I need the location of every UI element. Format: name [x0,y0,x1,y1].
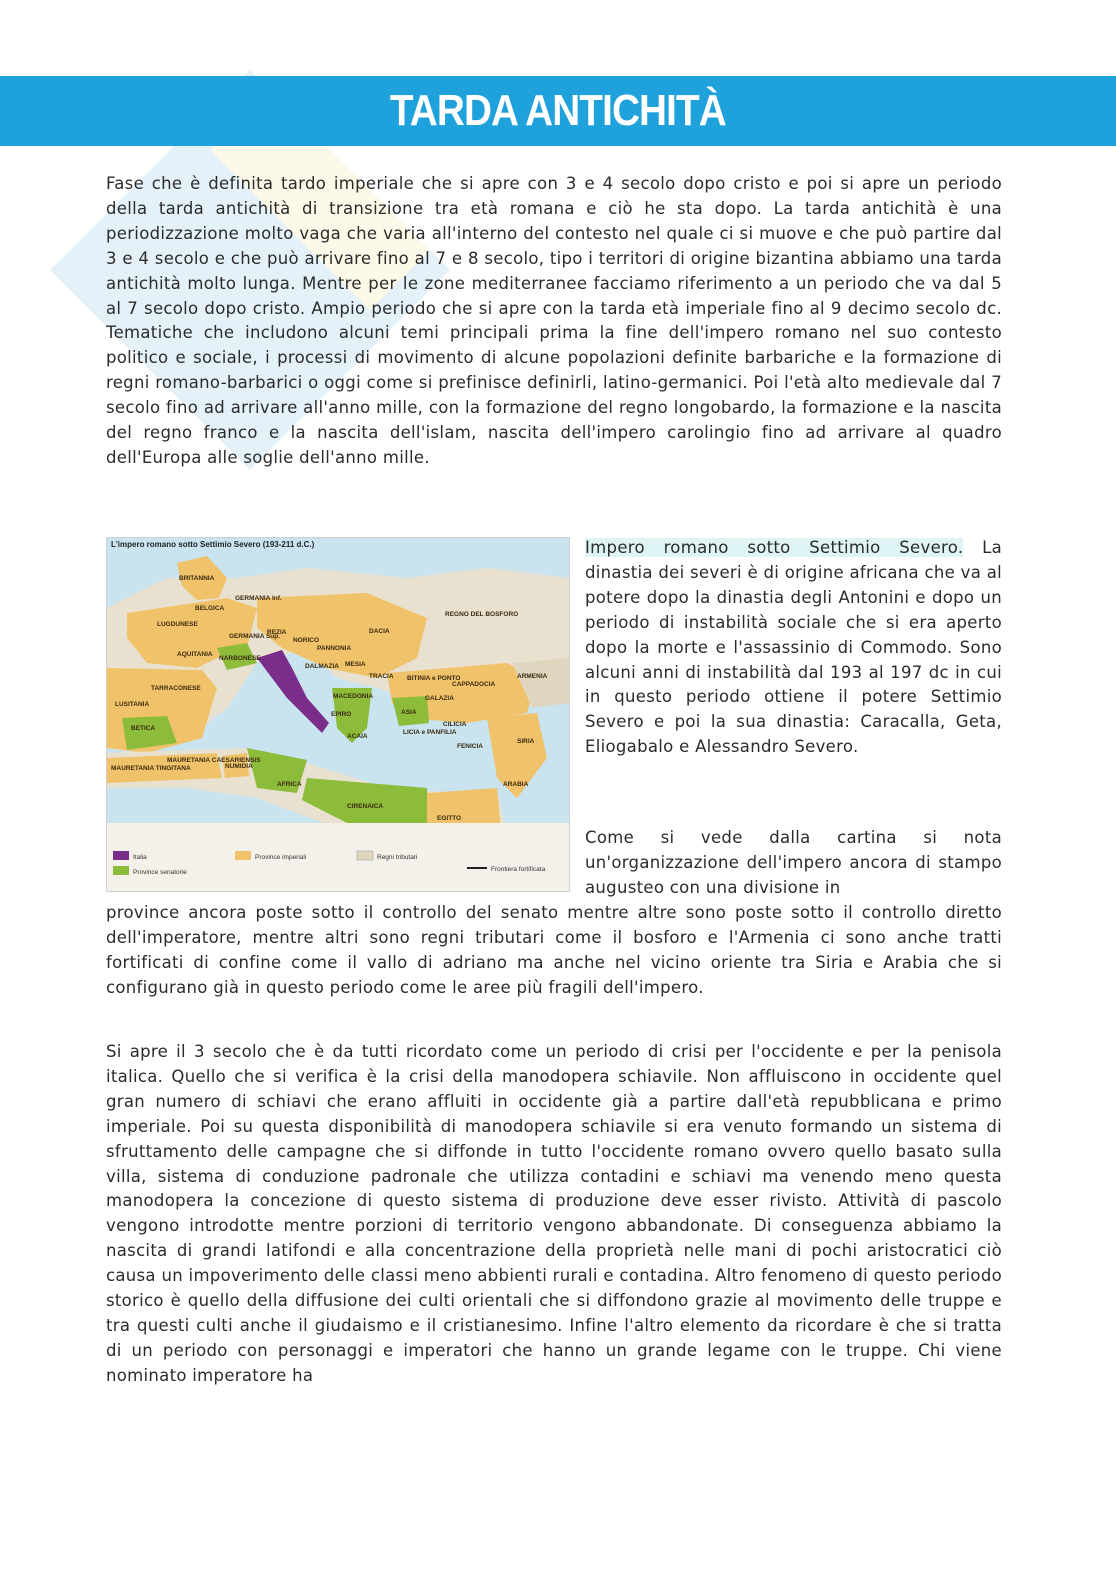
legend-italy-label: Italia [133,854,147,861]
map-label: PANNONIA [317,645,352,652]
highlighted-text: Impero romano sotto Settimio Severo. [585,538,964,557]
paragraph-intro-text: Fase che è definita tardo imperiale che si apre con 3 e 4 secolo dopo cristo e poi si apre un periodo della tarda antichità di transizione tra età romana e ciò he sta dopo. La tarda antichità è una periodizzazione molto vaga che varia all'interno del contesto nel quale ci si muove e che può partire dal 3 e 4 secolo e che può arrivare fino al 7 e 8 secolo, tipo i territori di origine bizantina abbiamo una tarda antichità molto lunga. Mentre per le zone mediterranee facciamo riferimento a un periodo che va dal 5 al 7 secolo dopo cristo. Ampio periodo che si apre con la tarda età imperiale fino al 9 decimo secolo dc. Tematiche che includono alcuni temi principali prima la fine dell'impero romano nel suo contesto politico e sociale, i processi di movimento di alcune popolazioni definite barbariche e la formazione di regni romano-barbarici o oggi come si prefinisce definirli, latino-germanici. Poi l'età alto medievale dal 7 secolo fino ad arrivare all'anno mille, con la formazione del regno longobardo, la formazione e la nascita del regno franco e la nascita dell'islam, nascita dell'impero carolingio fino ad arrivare al quadro dell'Europa alle soglie dell'anno mille. [106,174,1002,467]
map-label: BRITANNIA [179,575,215,582]
paragraph-crisi-text: Si apre il 3 secolo che è da tutti ricordato come un periodo di crisi per l'occidente e per la penisola italica. Quello che si verifica è la crisi della manodopera schiavile. Non affluiscono in occidente quel gran numero di schiavi che erano affluiti in occidente già a partire dall'età repubblicana e primo imperiale. Poi su questa disponibilità di manodopera schiavile si era venuto formando un sistema di sfruttamento delle campagne che si diffonde in tutto l'occidente romano ovvero quello basato sulla villa, sistema di conduzione padronale che utilizza contadini e schiavi ma venendo meno questa manodopera la concezione di questo sistema di produzione deve esser rivisto. Attività di pascolo vengono introdotte mentre porzioni di territorio vengono abbandonate. Di conseguenza abbiamo la nascita di grandi latifondi e alla concentrazione della proprietà nelle mani di pochi aristocratici ciò causa un impoverimento delle classi meno abbienti rurali e contadina. Altro fenomeno di questo periodo storico è quello della diffusione dei culti orientali che si diffondono grazie al movimento delle truppe e tra questi culti anche il giudaismo e il cristianesimo. Infine l'altro elemento da ricordare è che si tratta di un periodo con personaggi e imperatori che hanno un grande legame con le truppe. Chi viene nominato imperatore ha [106,1042,1002,1385]
map-label: TARRACONESE [151,685,201,692]
map-label: LUGDUNESE [157,621,198,628]
paragraph-cartina-start-text: Come si vede dalla cartina si nota un'organizzazione dell'impero ancora di stampo augusteo con una divisione in [585,828,1002,897]
map-label: ARABIA [503,781,529,788]
legend-senate-label: Province senatorie [133,869,187,876]
map-label: GALAZIA [425,695,454,702]
legend-italy-swatch [113,851,129,860]
title-banner [0,76,1116,146]
legend-tribute-swatch [357,851,373,860]
map-label: MESIA [345,661,366,668]
map-label: AFRICA [277,781,302,788]
map-label: NUMIDIA [225,763,253,770]
paragraph-severo [585,536,1002,760]
map-label: MAURETANIA TINGITANA [111,765,191,772]
map-label: CIRENAICA [347,803,384,810]
map-label: MAURETANIA CAESARIENSIS [167,757,261,764]
legend-imperial-label: Province imperiali [255,854,307,861]
map-label: BELGICA [195,605,225,612]
paragraph-cartina-start [585,826,1002,901]
map-label: LUSITANIA [115,701,150,708]
map-label: MACEDONIA [333,693,374,700]
paragraph-severo-text: La dinastia dei severi è di origine africana che va al potere dopo la dinastia degli Antonini e dopo un periodo di instabilità sociale che si era aperto dopo la morte e l'assassinio di Commodo. Sono alcuni anni di instabilità dal 193 al 197 dc in cui in questo periodo ottiene il potere Settimio Severo e poi la sua dinastia: Caracalla, Geta, Eliogabalo e Alessandro Severo. [585,538,1002,757]
paragraph-crisi [106,1040,1002,1389]
legend-imperial-swatch [235,851,251,860]
map-label: EGITTO [437,815,462,822]
map-label: LICIA e PANFILIA [403,729,457,736]
map-label: NARBONESE [219,655,261,662]
map-label: REZIA [267,629,287,636]
paragraph-cartina-cont [106,901,1002,1001]
map-label: BITINIA e PONTO [407,675,461,682]
map-label: REGNO DEL BOSFORO [445,611,519,618]
map-label: CAPPADOCIA [452,681,496,688]
map-label: AQUITANIA [177,651,213,658]
legend-frontier-label: Frontiera fortificata [491,866,546,873]
map-label: EPIRO [331,711,352,718]
map-label: TRACIA [369,673,394,680]
roman-empire-map [107,538,569,891]
page-title: TARDA ANTICHITÀ [390,86,726,135]
legend-panel [107,823,569,891]
map-label: ARMENIA [517,673,548,680]
map-label: ACAIA [347,733,368,740]
map-label: DACIA [369,628,390,635]
map-figure [106,537,570,892]
map-title: L'impero romano sotto Settimio Severo (193-211 d.C.) [111,540,315,549]
map-label: ASIA [401,709,417,716]
legend-tribute-label: Regni tributari [377,854,418,861]
legend-senate-swatch [113,866,129,875]
map-label: CILICIA [443,721,467,728]
map-label: FENICIA [457,743,483,750]
map-label: BETICA [131,725,156,732]
map-label: SIRIA [517,738,535,745]
paragraph-intro [106,172,1002,471]
map-label: GERMANIA Inf. [235,595,282,602]
map-label: GERMANIA Sup. [229,633,281,640]
paragraph-cartina-cont-text: province ancora poste sotto il controllo del senato mentre altre sono poste sotto il controllo diretto dell'imperatore, mentre altri sono regni tributari come il bosforo e l'Armenia ci sono anche tratti fortificati di confine come il vallo di adriano ma anche nel vicino oriente tra Siria e Arabia che si configurano già in questo periodo come le aree più fragili dell'impero. [106,903,1002,997]
map-label: DALMAZIA [305,663,339,670]
map-label: NORICO [293,637,319,644]
